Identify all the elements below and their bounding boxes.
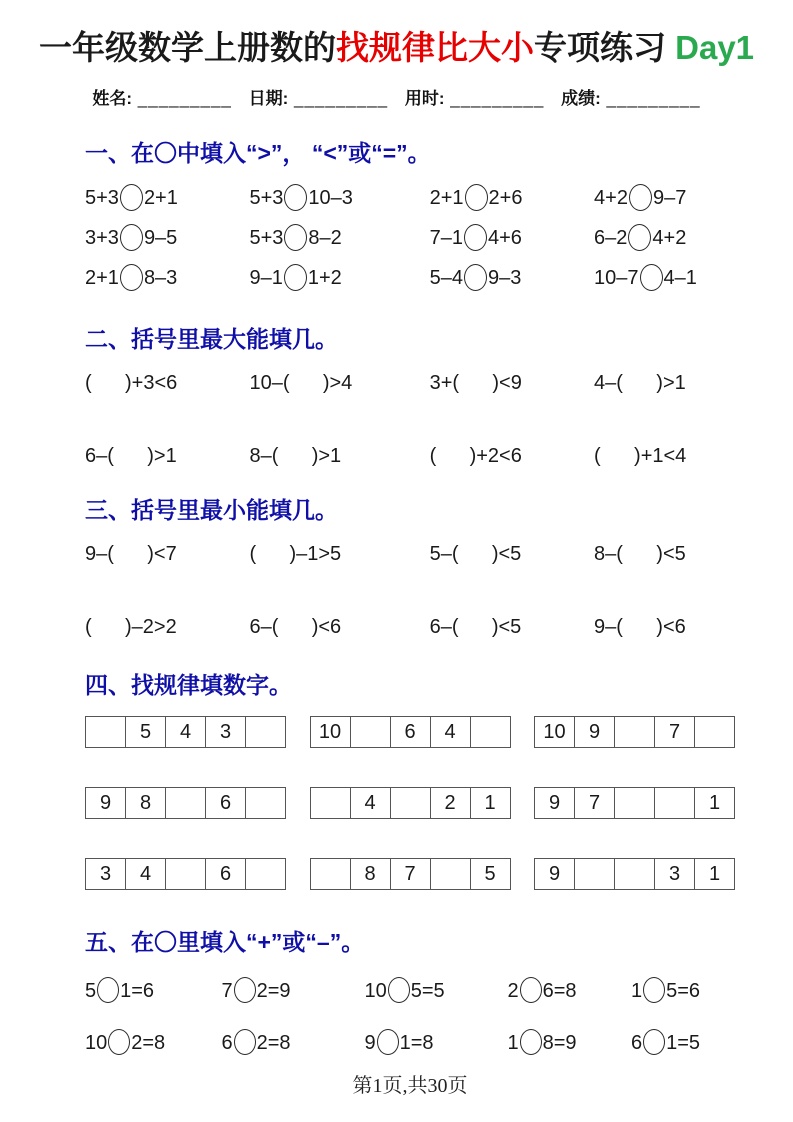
operator-fill-problem <box>222 977 365 1003</box>
sequence-cell: 9 <box>535 788 575 819</box>
number-sequence-table <box>310 716 511 748</box>
sequence-cell <box>246 859 286 890</box>
worksheet-content <box>0 135 793 1098</box>
sequence-cell <box>575 859 615 890</box>
comparison-problem <box>85 184 249 211</box>
left-expression: 4+2 <box>594 187 628 209</box>
date-field <box>249 89 389 108</box>
operator-fill-problem <box>222 1029 365 1055</box>
section-2-heading: 二、括号里最大能填几。 <box>85 326 338 352</box>
right-expression: 4–1 <box>663 267 697 289</box>
left-expression: 6–2 <box>594 227 628 249</box>
left-expression: 5+3 <box>249 187 284 209</box>
right-equation: 1=6 <box>120 980 155 1002</box>
time-used-blank: _________ <box>444 89 545 108</box>
min-fill-problem: 8–( )<5 <box>594 543 686 565</box>
comparison-problem <box>85 264 249 291</box>
section-3-row-1 <box>85 543 735 566</box>
section-2-row-1 <box>85 372 735 395</box>
right-expression: 10–3 <box>308 187 353 209</box>
section-4-heading: 四、找规律填数字。 <box>85 672 292 698</box>
sequence-cell: 9 <box>86 788 126 819</box>
title-part-black1: 一年级数学上册数的 <box>38 29 336 66</box>
sequence-cell: 8 <box>126 788 166 819</box>
operator-fill-problem <box>85 977 222 1003</box>
score-blank: _________ <box>600 89 701 108</box>
sequence-cell: 4 <box>126 859 166 890</box>
section-1-row-2 <box>85 224 735 251</box>
comparison-problem <box>430 224 594 251</box>
number-sequence-table <box>534 787 735 819</box>
left-expression: 5–4 <box>429 267 463 289</box>
sequence-cell: 5 <box>126 717 166 748</box>
sequence-cell <box>310 859 350 890</box>
left-number: 9 <box>364 1032 376 1054</box>
right-equation: 5=5 <box>410 980 445 1002</box>
right-equation: 2=8 <box>256 1032 291 1054</box>
operator-fill-problem <box>631 977 735 1003</box>
right-expression: 4+2 <box>652 227 687 249</box>
answer-circle <box>464 264 487 291</box>
section-4-row-2 <box>85 787 735 819</box>
comparison-problem <box>249 184 429 211</box>
section-5-row-1 <box>85 977 735 1003</box>
sequence-cell: 1 <box>470 788 510 819</box>
operator-fill-problem <box>365 1029 508 1055</box>
left-number: 10 <box>85 1032 108 1054</box>
sequence-cell: 10 <box>310 717 350 748</box>
section-1-row-3 <box>85 264 735 291</box>
left-expression: 9–1 <box>249 267 283 289</box>
max-fill-problem: 10–( )>4 <box>249 372 353 394</box>
sequence-cell: 6 <box>390 717 430 748</box>
operator-circle <box>97 977 119 1003</box>
answer-circle <box>120 224 143 251</box>
right-equation: 6=8 <box>542 980 577 1002</box>
sequence-cell <box>430 859 470 890</box>
sequence-cell: 3 <box>206 717 246 748</box>
sequence-cell: 3 <box>655 859 695 890</box>
sequence-cell <box>615 788 655 819</box>
left-number: 2 <box>507 980 519 1002</box>
right-expression: 1+2 <box>307 267 342 289</box>
right-equation: 1=5 <box>666 1032 701 1054</box>
name-label: 姓名: <box>92 89 133 108</box>
right-equation: 8=9 <box>542 1032 577 1054</box>
sequence-cell: 8 <box>350 859 390 890</box>
number-sequence-table <box>85 858 286 890</box>
date-blank: _________ <box>288 89 389 108</box>
operator-circle <box>108 1029 130 1055</box>
number-sequence-table <box>310 787 511 819</box>
date-label: 日期: <box>248 89 289 108</box>
max-fill-problem: ( )+2<6 <box>429 445 522 467</box>
sequence-cell <box>695 717 735 748</box>
sequence-cell: 2 <box>430 788 470 819</box>
section-5-row-2 <box>85 1029 735 1055</box>
operator-circle <box>520 977 542 1003</box>
right-expression: 2+1 <box>143 187 178 209</box>
min-fill-problem: 5–( )<5 <box>429 543 522 565</box>
operator-fill-problem <box>508 1029 632 1055</box>
right-equation: 2=9 <box>256 980 291 1002</box>
sequence-cell: 4 <box>430 717 470 748</box>
title-day-badge: Day1 <box>665 29 755 66</box>
operator-circle <box>520 1029 542 1055</box>
operator-circle <box>643 1029 665 1055</box>
right-expression: 2+6 <box>488 187 523 209</box>
time-used-field <box>405 89 545 108</box>
left-number: 10 <box>364 980 387 1002</box>
sequence-cell: 3 <box>86 859 126 890</box>
comparison-problem <box>594 224 735 251</box>
left-number: 1 <box>507 1032 519 1054</box>
max-fill-problem: 8–( )>1 <box>249 445 342 467</box>
max-fill-problem: ( )+1<4 <box>594 445 687 467</box>
operator-circle <box>234 1029 256 1055</box>
sequence-cell: 10 <box>535 717 575 748</box>
section-3-heading: 三、括号里最小能填几。 <box>85 497 338 523</box>
left-expression: 7–1 <box>429 227 463 249</box>
left-expression: 2+1 <box>85 267 119 289</box>
right-expression: 8–2 <box>308 227 342 249</box>
title-part-black2: 专项练习 <box>533 29 666 66</box>
min-fill-problem: 6–( )<6 <box>249 616 342 638</box>
answer-circle <box>120 184 143 211</box>
min-fill-problem: 9–( )<6 <box>594 616 686 638</box>
min-fill-problem: ( )–2>2 <box>85 616 177 638</box>
max-fill-problem: ( )+3<6 <box>85 372 178 394</box>
min-fill-problem: 6–( )<5 <box>429 616 522 638</box>
sequence-cell <box>615 859 655 890</box>
sequence-cell: 4 <box>350 788 390 819</box>
answer-circle <box>629 184 652 211</box>
score-field <box>561 89 701 108</box>
left-number: 6 <box>221 1032 233 1054</box>
min-fill-problem: 9–( )<7 <box>85 543 177 565</box>
sequence-cell <box>246 788 286 819</box>
operator-fill-problem <box>631 1029 735 1055</box>
sequence-cell: 7 <box>655 717 695 748</box>
left-expression: 5+3 <box>249 227 284 249</box>
right-equation: 2=8 <box>131 1032 166 1054</box>
answer-circle <box>465 184 488 211</box>
number-sequence-table <box>534 858 735 890</box>
right-expression: 8–3 <box>143 267 178 289</box>
sequence-cell <box>390 788 430 819</box>
sequence-cell <box>615 717 655 748</box>
answer-circle <box>628 224 651 251</box>
right-equation: 1=8 <box>399 1032 434 1054</box>
sequence-cell: 5 <box>470 859 510 890</box>
answer-circle <box>284 184 307 211</box>
comparison-problem <box>249 224 429 251</box>
left-expression: 5+3 <box>85 187 119 209</box>
comparison-problem <box>594 264 735 291</box>
sequence-cell: 9 <box>575 717 615 748</box>
number-sequence-table <box>85 716 286 748</box>
answer-circle <box>284 224 307 251</box>
left-number: 6 <box>631 1032 643 1054</box>
section-4-row-3 <box>85 858 735 890</box>
right-expression: 9–5 <box>143 227 178 249</box>
max-fill-problem: 4–( )>1 <box>594 372 686 394</box>
sequence-cell <box>166 788 206 819</box>
sequence-cell <box>86 717 126 748</box>
answer-circle <box>284 264 307 291</box>
max-fill-problem: 6–( )>1 <box>85 445 177 467</box>
score-label: 成绩: <box>561 89 601 108</box>
left-number: 1 <box>631 980 643 1002</box>
sequence-cell <box>350 717 390 748</box>
sequence-cell <box>470 717 510 748</box>
answer-circle <box>464 224 487 251</box>
answer-circle <box>640 264 663 291</box>
comparison-problem <box>85 224 249 251</box>
section-5-heading: 五、在〇里填入“+”或“–”。 <box>85 929 365 955</box>
sequence-cell: 1 <box>695 859 735 890</box>
left-number: 7 <box>221 980 233 1002</box>
name-field <box>92 89 232 108</box>
comparison-problem <box>249 264 429 291</box>
section-1-row-1 <box>85 184 735 211</box>
operator-circle <box>234 977 256 1003</box>
left-expression: 3+3 <box>85 227 119 249</box>
sequence-cell: 1 <box>695 788 735 819</box>
page-number: 第1页,共30页 <box>352 1075 468 1097</box>
name-blank: _________ <box>132 89 232 108</box>
sequence-cell: 4 <box>166 717 206 748</box>
answer-circle <box>120 264 143 291</box>
sequence-cell: 6 <box>206 859 246 890</box>
operator-circle <box>643 977 665 1003</box>
operator-circle <box>377 1029 399 1055</box>
right-expression: 4+6 <box>487 227 522 249</box>
right-expression: 9–7 <box>652 187 687 209</box>
sequence-cell: 7 <box>390 859 430 890</box>
section-1-heading: 一、在〇中填入“>”， “<”或“=”。 <box>85 140 431 166</box>
min-fill-problem: ( )–1>5 <box>249 543 342 565</box>
comparison-problem <box>430 264 594 291</box>
operator-circle <box>388 977 410 1003</box>
right-expression: 9–3 <box>487 267 522 289</box>
left-expression: 10–7 <box>594 267 639 289</box>
sequence-cell <box>655 788 695 819</box>
number-sequence-table <box>310 858 511 890</box>
right-equation: 5=6 <box>666 980 701 1002</box>
sequence-cell: 6 <box>206 788 246 819</box>
title-part-red: 找规律比大小 <box>335 29 534 66</box>
number-sequence-table <box>534 716 735 748</box>
sequence-cell <box>246 717 286 748</box>
sequence-cell: 9 <box>535 859 575 890</box>
left-expression: 2+1 <box>429 187 464 209</box>
comparison-problem <box>594 184 735 211</box>
time-used-label: 用时: <box>404 89 445 108</box>
left-number: 5 <box>85 980 97 1002</box>
section-4-row-1 <box>85 716 735 748</box>
operator-fill-problem <box>508 977 632 1003</box>
section-2-row-2 <box>85 445 735 468</box>
operator-fill-problem <box>85 1029 222 1055</box>
sequence-cell <box>166 859 206 890</box>
number-sequence-table <box>85 787 286 819</box>
sequence-cell <box>310 788 350 819</box>
comparison-problem <box>430 184 594 211</box>
section-3-row-2 <box>85 616 735 639</box>
student-info-line <box>0 84 793 109</box>
sequence-cell: 7 <box>575 788 615 819</box>
page-title <box>0 0 793 69</box>
max-fill-problem: 3+( )<9 <box>429 372 522 394</box>
operator-fill-problem <box>365 977 508 1003</box>
